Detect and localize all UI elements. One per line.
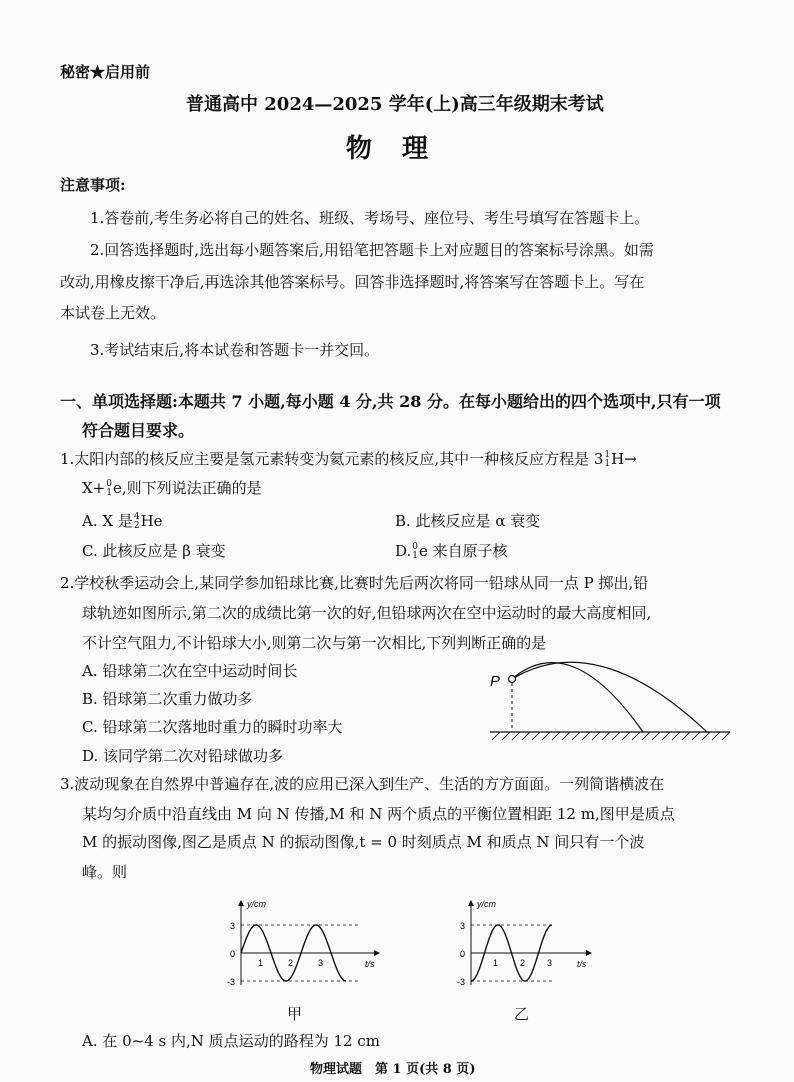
section-heading-line1: 一、单项选择题:本题共 7 小题,每小题 4 分,共 28 分。在每小题给出的四个选项中,只有一项 [60, 392, 721, 411]
subject-title: 物 理 [346, 134, 431, 164]
ground-hatching [492, 732, 730, 740]
q3-stem-line4: 峰。则 [82, 863, 128, 881]
q1-option-d: D. 0 1 e 来自原子核 [395, 542, 508, 561]
exam-title: 普通高中 2024—2025 学年(上)高三年级期末考试 [186, 94, 604, 115]
vibration-graph-n [445, 895, 615, 1000]
q3-stem-line2: 某均匀介质中沿直线由 M 向 N 传播,M 和 N 两个质点的平衡位置相距 12 m,图甲是质点 [82, 805, 675, 823]
graph-caption-jia: 甲 [287, 1005, 303, 1023]
section-heading-line2: 符合题目要求。 [82, 421, 195, 440]
y-tick-label: 0 [230, 949, 236, 959]
x-tick-label: 1 [493, 958, 499, 968]
y-tick-label: -3 [227, 977, 236, 987]
y-axis-label: y/cm [247, 899, 266, 909]
y-tick-label: 3 [460, 921, 466, 931]
notice-item-2-line2: 改动,用橡皮擦干净后,再选涂其他答案标号。回答非选择题时,将答案写在答题卡上。写在 [60, 273, 645, 291]
x-tick-label: 3 [318, 958, 324, 968]
point-p-label: P [490, 673, 501, 690]
shot-put-trajectory-diagram [480, 645, 740, 745]
y-tick-label: 3 [230, 921, 236, 931]
notice-item-1: 1.答卷前,考生务必将自己的姓名、班级、考场号、座位号、考生号填写在答题卡上。 [90, 209, 650, 227]
secret-label: 秘密★启用前 [60, 63, 151, 81]
e-nuclide-indices: 0 1 [106, 479, 112, 498]
q2-stem-line3: 不计空气阻力,不计铅球大小,则第二次与第一次相比,下列判断正确的是 [82, 634, 547, 652]
y-axis-label: y/cm [477, 899, 496, 909]
y-tick-label: -3 [457, 977, 466, 987]
q3-stem-line3: M 的振动图像,图乙是质点 N 的振动图像,t = 0 时刻质点 M 和质点 N 间只有一个波 [82, 833, 645, 851]
q2-stem-line1: 2.学校秋季运动会上,某同学参加铅球比赛,比赛时先后两次将同一铅球从同一点 P 掷出,铅 [60, 574, 649, 592]
t-axis-label: t/s [365, 959, 375, 969]
graph-caption-yi: 乙 [514, 1005, 530, 1023]
q1-stem-line1: 1.太阳内部的核反应主要是氢元素转变为氦元素的核反应,其中一种核反应方程是 3 1 1 H→ [60, 450, 637, 469]
h-nuclide-indices: 1 1 [604, 450, 611, 469]
t-axis-label: t/s [577, 959, 587, 969]
q2-option-d: D. 该同学第二次对铅球做功多 [82, 747, 284, 765]
notice-heading: 注意事项: [60, 176, 126, 194]
q3-stem-line1: 3.波动现象在自然界中普遍存在,波的应用已深入到生产、生活的方方面面。一列简谐横波在 [60, 775, 665, 793]
launch-point-marker [509, 676, 516, 683]
d-nuclide-indices: 0 1 [412, 542, 418, 561]
vibration-graph-m [215, 895, 385, 1000]
q2-option-c: C. 铅球第二次落地时重力的瞬时功率大 [82, 718, 343, 736]
first-throw-trajectory [512, 663, 643, 732]
q1-option-b: B. 此核反应是 α 衰变 [395, 512, 541, 530]
q2-stem-line2: 球轨迹如图所示,第二次的成绩比第一次的好,但铅球两次在空中运动时的最大高度相同, [82, 604, 652, 622]
q1-option-c: C. 此核反应是 β 衰变 [82, 542, 226, 560]
notice-item-2-line1: 2.回答选择题时,选出每小题答案后,用铅笔把答题卡上对应题目的答案标号涂黑。如需 [90, 241, 654, 259]
notice-item-3: 3.考试结束后,将本试卷和答题卡一并交回。 [90, 341, 380, 359]
q3-option-a: A. 在 0~4 s 内,N 质点运动的路程为 12 cm [82, 1032, 380, 1050]
he-nuclide-indices: 4 2 [133, 512, 140, 531]
notice-item-2-line3: 本试卷上无效。 [60, 304, 166, 322]
x-tick-label: 3 [547, 958, 553, 968]
y-tick-label: 0 [460, 949, 466, 959]
q2-option-a: A. 铅球第二次在空中运动时间长 [82, 662, 298, 680]
page-footer: 物理试题 第 1 页(共 8 页) [310, 1062, 476, 1077]
q2-option-b: B. 铅球第二次重力做功多 [82, 690, 253, 708]
q1-option-a: A. X 是 4 2 He [82, 512, 163, 531]
x-tick-label: 2 [288, 958, 294, 968]
q1-stem-line2: X+ 0 1 e,则下列说法正确的是 [82, 479, 262, 498]
x-tick-label: 1 [258, 958, 264, 968]
second-throw-trajectory [512, 662, 707, 732]
x-tick-label: 2 [520, 958, 526, 968]
